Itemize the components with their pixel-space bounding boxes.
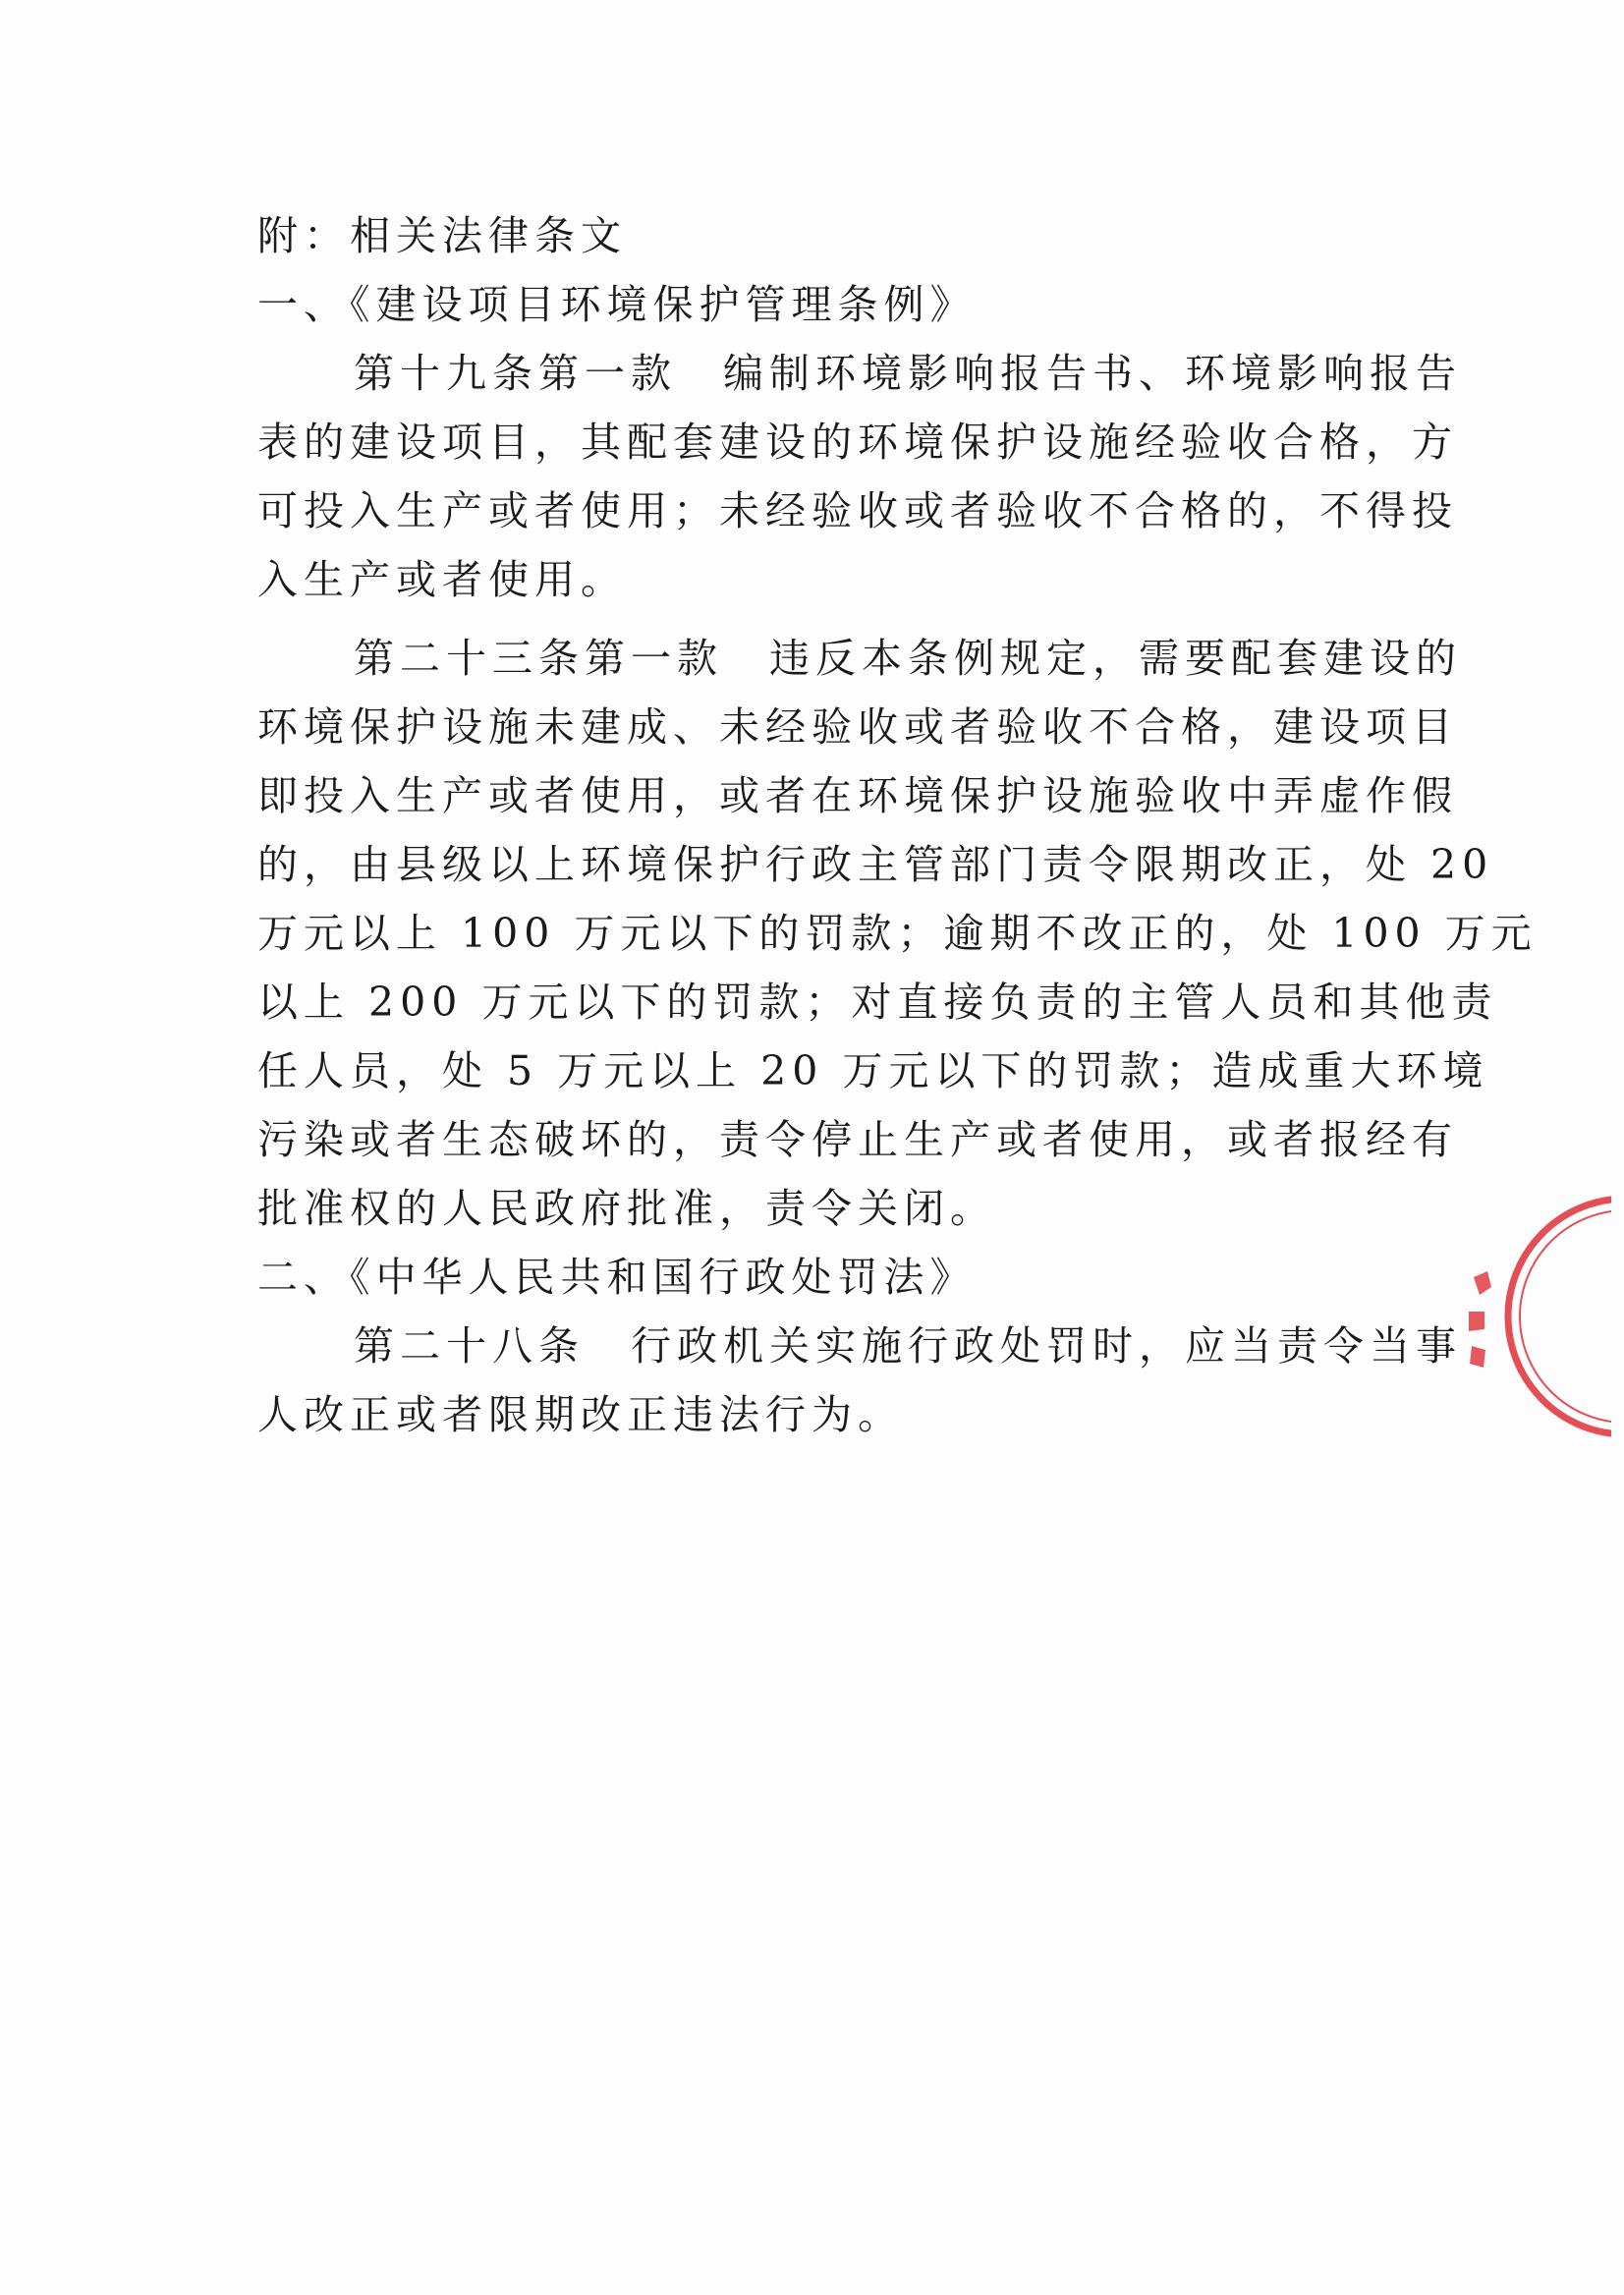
paragraph-line: 表的建设项目，其配套建设的环境保护设施经验收合格，方 [257, 419, 1458, 466]
paragraph-line: 第二十八条 行政机关实施行政处罚时，应当责令当事 [354, 1322, 1462, 1370]
article-19-paragraph [257, 339, 1462, 614]
section-title-penalty-law: 二、《中华人民共和国行政处罚法》 [257, 1254, 977, 1301]
seal-graphic [1415, 1179, 1611, 1454]
document-body [257, 201, 1538, 1449]
section-title-regulation: 一、《建设项目环境保护管理条例》 [257, 281, 977, 328]
paragraph-line: 第二十三条第一款 违反本条例规定，需要配套建设的 [354, 635, 1462, 682]
official-seal-stamp [1415, 1179, 1611, 1454]
paragraph-line: 万元以上 100 万元以下的罚款；逾期不改正的，处 100 万元 [257, 910, 1538, 957]
paragraph-line: 污染或者生态破坏的，责令停止生产或者使用，或者报经有 [257, 1116, 1458, 1163]
paragraph-line: 第十九条第一款 编制环境影响报告书、环境影响报告 [354, 350, 1462, 397]
paragraph-line: 即投入生产或者使用，或者在环境保护设施验收中弄虚作假 [257, 772, 1458, 819]
article-23-paragraph [257, 624, 1538, 1243]
paragraph-line: 批准权的人民政府批准，责令关闭。 [257, 1185, 996, 1232]
article-28-paragraph [257, 1312, 1462, 1449]
paragraph-line: 以上 200 万元以下的罚款；对直接负责的主管人员和其他责 [257, 979, 1498, 1026]
seal-lettering-marks [1469, 1271, 1491, 1368]
paragraph-line: 的，由县级以上环境保护行政主管部门责令限期改正，处 20 [257, 841, 1494, 888]
paragraph-line: 任人员，处 5 万元以上 20 万元以下的罚款；造成重大环境 [257, 1047, 1489, 1094]
paragraph-line: 环境保护设施未建成、未经验收或者验收不合格，建设项目 [257, 703, 1458, 751]
seal-char-mark [1470, 1346, 1485, 1368]
seal-char-mark [1469, 1312, 1484, 1331]
paragraph-line: 入生产或者使用。 [257, 556, 627, 603]
paragraph-line: 可投入生产或者使用；未经验收或者验收不合格的，不得投 [257, 487, 1458, 534]
appendix-title: 附：相关法律条文 [257, 212, 627, 259]
paragraph-line: 人改正或者限期改正违法行为。 [257, 1391, 904, 1438]
seal-char-mark [1474, 1271, 1491, 1295]
